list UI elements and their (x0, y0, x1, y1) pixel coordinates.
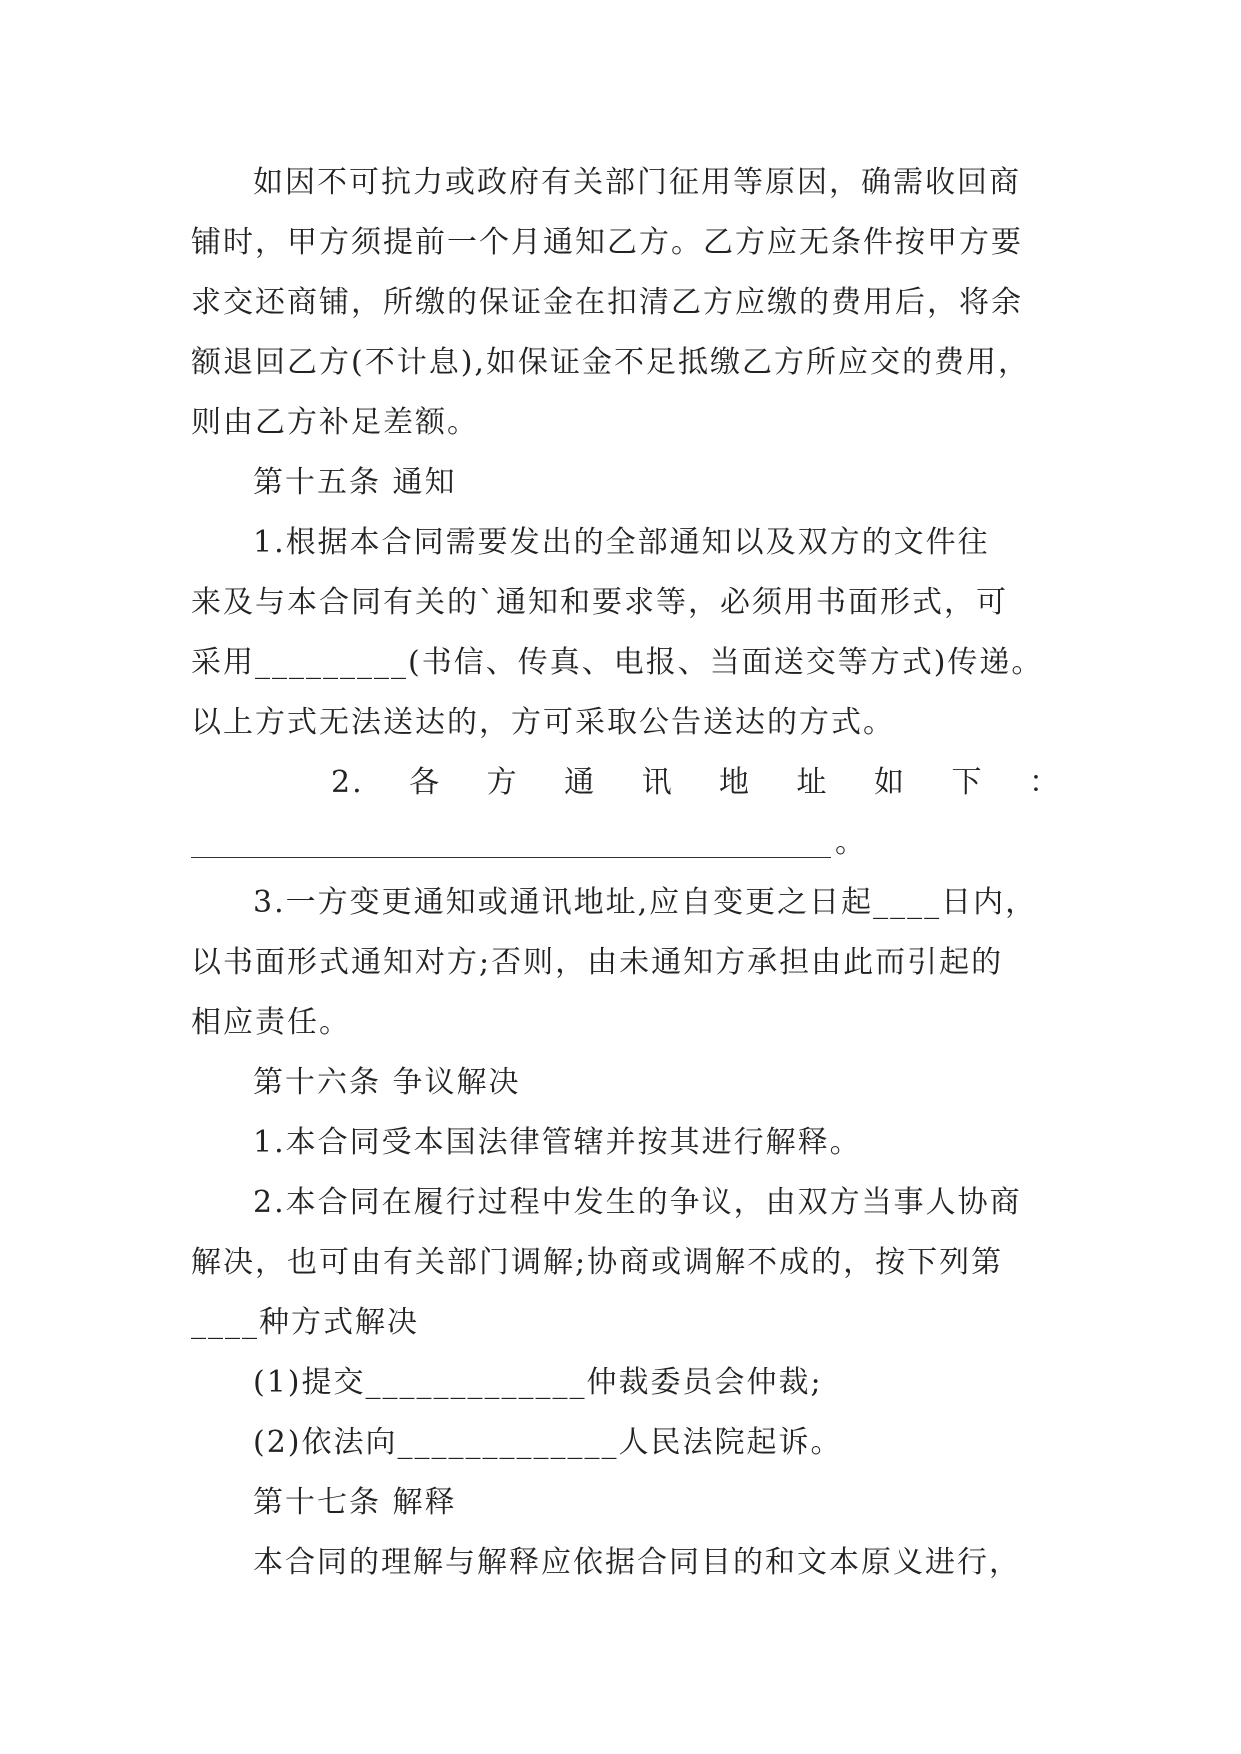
article-16-heading: 第十六条 争议解决 (253, 1065, 521, 1100)
paragraph-line: 来及与本合同有关的`通知和要求等，必须用书面形式，可 (191, 585, 1008, 620)
paragraph-line: 1.根据本合同需要发出的全部通知以及双方的文件往 (253, 525, 990, 560)
spread-char: 址 (796, 765, 829, 800)
paragraph-line: 1.本合同受本国法律管辖并按其进行解释。 (253, 1125, 862, 1160)
paragraph-line: 相应责任。 (191, 1005, 351, 1040)
paragraph-line: (1)提交_____________仲裁委员会仲裁; (253, 1365, 823, 1400)
paragraph-line: 本合同的理解与解释应依据合同目的和文本原义进行， (253, 1545, 1021, 1580)
spread-char: 下 (951, 765, 984, 800)
paragraph-line: 以上方式无法送达的，方可采取公告送达的方式。 (191, 705, 895, 740)
spread-char: 方 (486, 765, 519, 800)
paragraph-line: 额退回乙方(不计息),如保证金不足抵缴乙方所应交的费用， (191, 345, 1030, 380)
spread-char: 地 (719, 765, 752, 800)
spread-char: 2. (331, 765, 364, 800)
address-blank-end: 。 (835, 825, 867, 860)
paragraph-line: 解决，也可由有关部门调解;协商或调解不成的，按下列第 (191, 1245, 1004, 1280)
paragraph-line: 求交还商铺，所缴的保证金在扣清乙方应缴的费用后，将余 (191, 285, 1023, 320)
spread-char: 如 (874, 765, 907, 800)
spread-char: 通 (564, 765, 597, 800)
spread-char: ： (1028, 765, 1061, 800)
paragraph-line: 以书面形式通知对方;否则，由未通知方承担由此而引起的 (191, 945, 1004, 980)
document-body (191, 153, 1071, 1593)
address-blank-rule (191, 857, 831, 858)
paragraph-line: 2.本合同在履行过程中发生的争议，由双方当事人协商 (253, 1185, 1022, 1220)
spread-char: 讯 (641, 765, 674, 800)
paragraph-line: 3.一方变更通知或通讯地址,应自变更之日起____日内， (253, 885, 1038, 920)
address-heading-line (191, 753, 1071, 813)
paragraph-line: 如因不可抗力或政府有关部门征用等原因，确需收回商 (253, 165, 1021, 200)
paragraph-line: 铺时，甲方须提前一个月通知乙方。乙方应无条件按甲方要 (191, 225, 1023, 260)
article-17-heading: 第十七条 解释 (253, 1485, 457, 1520)
paragraph-line: 则由乙方补足差额。 (191, 405, 479, 440)
paragraph-line: 采用_________(书信、传真、电报、当面送交等方式)传递。 (191, 645, 1044, 680)
paragraph-line: (2)依法向_____________人民法院起诉。 (253, 1425, 843, 1460)
article-15-heading: 第十五条 通知 (253, 465, 457, 500)
paragraph-line: ____种方式解决 (191, 1305, 419, 1340)
address-blank-line (191, 813, 1071, 873)
spread-char: 各 (409, 765, 442, 800)
